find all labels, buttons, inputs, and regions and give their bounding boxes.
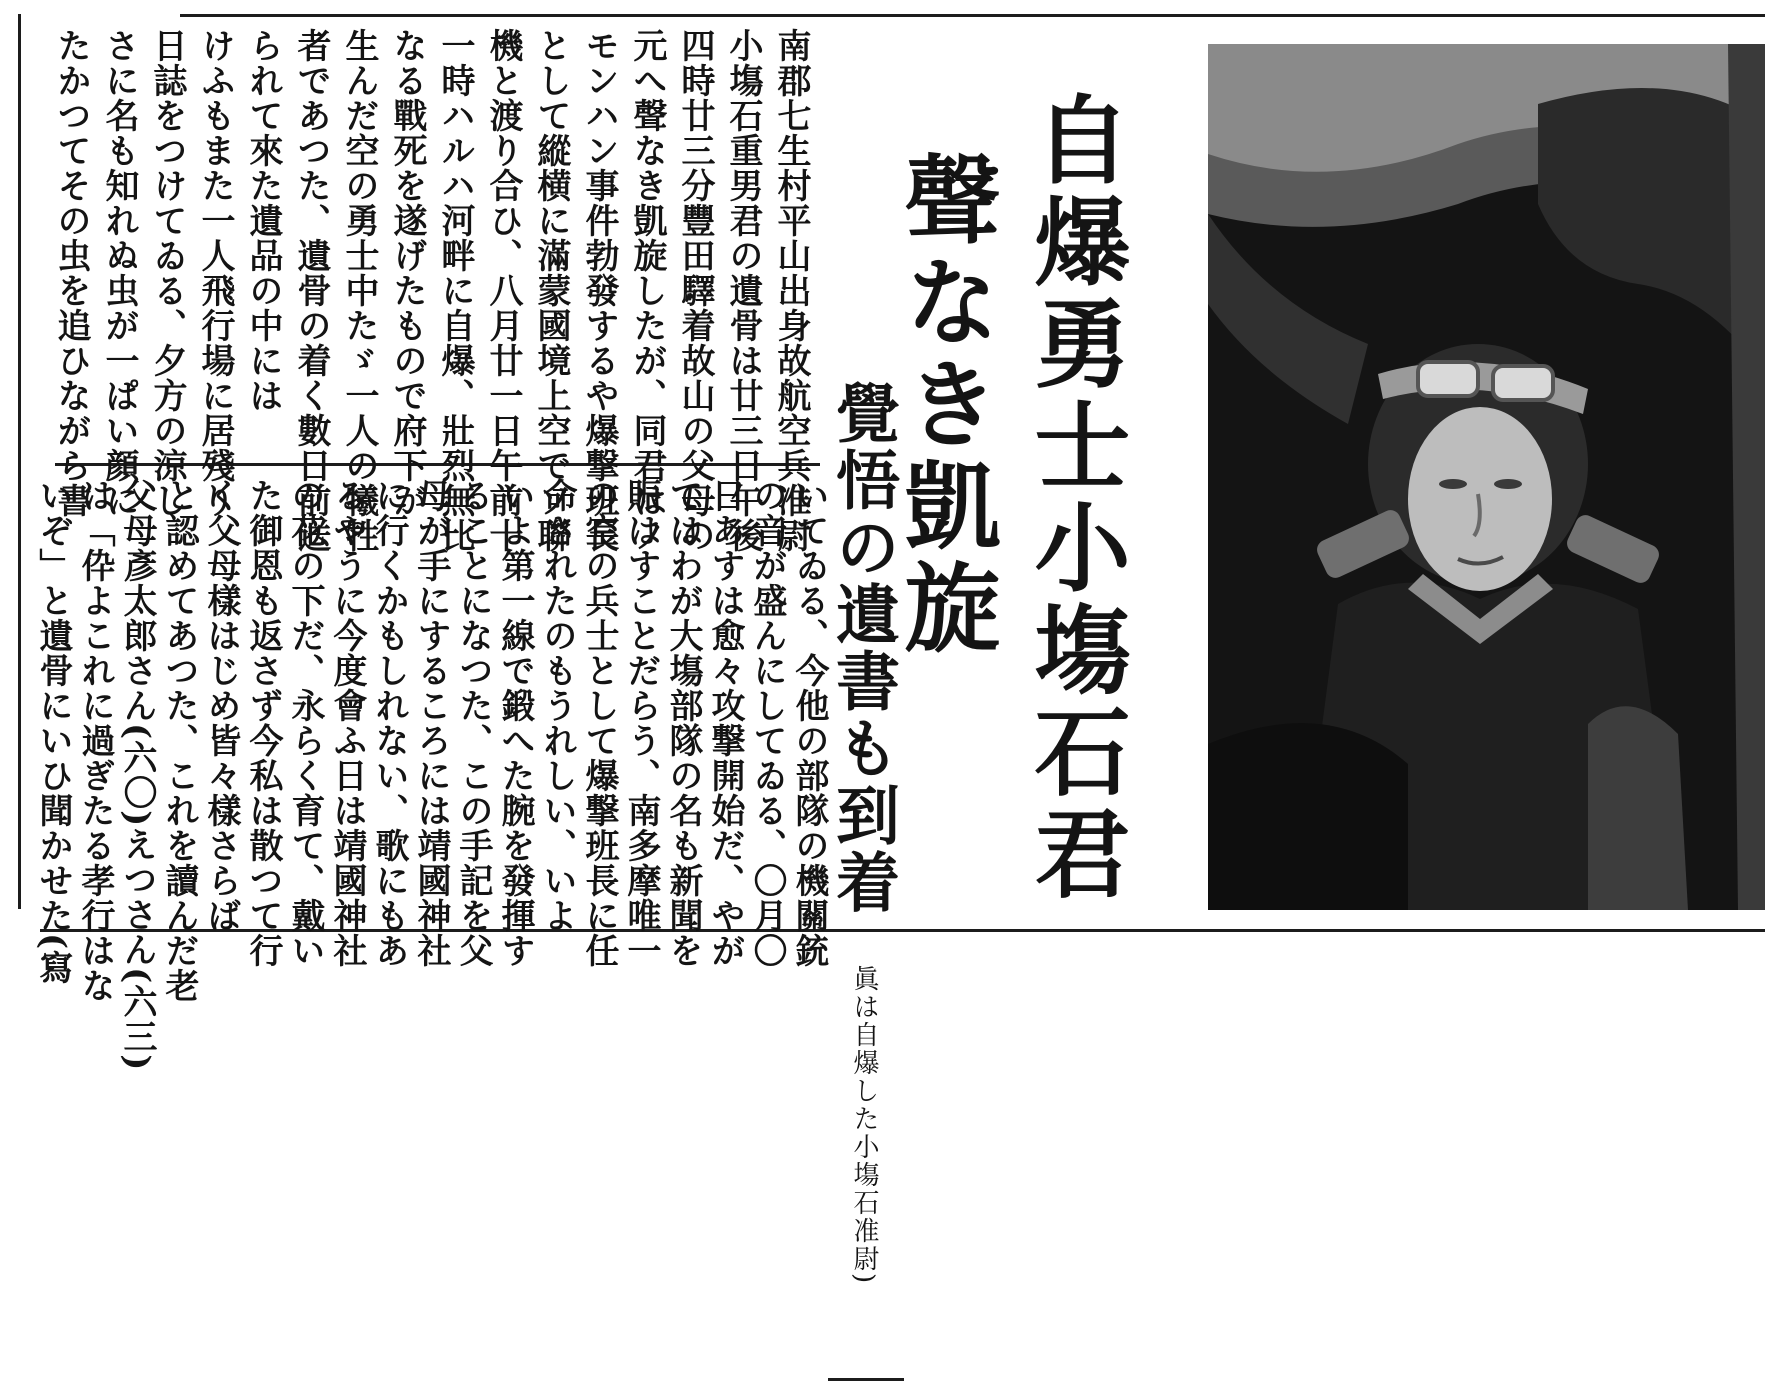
upper-body-column: けふもまた一人飛行場に居殘り xyxy=(195,28,235,518)
upper-body-column: たかつてその虫を追ひながら書 xyxy=(51,28,91,518)
upper-body-column: 日誌をつけてゐる、夕方の涼し xyxy=(147,28,187,518)
lower-body-column: いぞ」と遺骨にいひ聞かせた(寫 xyxy=(33,478,73,986)
lower-body-column: てはわが大塲部隊の名も新聞を xyxy=(663,478,703,968)
lower-body-column: の音が盛んにしてゐる、〇月〇 xyxy=(747,478,787,968)
lower-body-column: 命されたのもうれしい、いよ xyxy=(537,478,577,933)
lower-body-column: 日あすは愈々攻撃開始だ、やが xyxy=(705,478,745,968)
upper-body-column: モンハン事件勃發するや爆撃班長 xyxy=(579,28,619,553)
lower-body-column: 賑はすことだらう、南多摩唯一 xyxy=(621,478,661,968)
upper-body-column: 者であつた、遺骨の着く數日前送 xyxy=(291,28,331,553)
upper-body-column: られて來た遺品の中には xyxy=(243,28,283,413)
upper-body-column: 南郡七生村平山出身故航空兵准尉 xyxy=(771,28,811,553)
lower-body-column: の花の下だ、永らく育て、戴い xyxy=(285,478,325,968)
lower-body-column: いてゐる、今他の部隊の機關銃 xyxy=(789,478,829,968)
lower-body-column: ることになつた、この手記を父 xyxy=(453,478,493,968)
caption-end-rule xyxy=(828,1378,904,1381)
headline-line-1: 自爆勇士小塲石君 xyxy=(1019,90,1132,906)
upper-body-column: 機と渡り合ひ、八月廿一日午前十 xyxy=(483,28,523,553)
lower-body-column: は「伜よこれに過ぎたる孝行はな xyxy=(75,478,115,1003)
lower-body-column: と認めてあつた、これを讀んだ老 xyxy=(159,478,199,1003)
upper-body-column: 一時ハルハ河畔に自爆、壯烈無比 xyxy=(435,28,475,553)
subheadline: 覺悟の遺書も到着 xyxy=(825,380,900,916)
lower-body-column: に行くかもしれない、歌にもあ xyxy=(369,478,409,968)
lower-body-column: るやうに今度會ふ日は靖國神社 xyxy=(327,478,367,968)
pilot-portrait-photo xyxy=(1208,44,1765,910)
upper-body-column: として縱横に滿蒙國境上空でソ聯 xyxy=(531,28,571,553)
upper-body-column: さに名も知れぬ虫が一ぱい顔に xyxy=(99,28,139,518)
upper-body-column: 四時廿三分豐田驛着故山の父母の xyxy=(675,28,715,553)
lower-body-column: 父母彥太郎さん(六〇)えつさん(六三) xyxy=(117,478,157,1072)
upper-body-column: なる戰死を遂げたもので府下が xyxy=(387,28,427,518)
left-border-rule xyxy=(18,14,21,909)
upper-body-column: 元へ聲なき凱旋したが、同君はノ xyxy=(627,28,667,553)
lower-body-column: の空の兵士として爆撃班長に任 xyxy=(579,478,619,968)
lower-body-column: 母が手にするころには靖國神社 xyxy=(411,478,451,968)
lower-body-column: く父母樣はじめ皆々樣さらば xyxy=(201,478,241,933)
upper-body-column: 生んだ空の勇士中たゞ一人の犧牲 xyxy=(339,28,379,553)
top-rule xyxy=(180,14,1765,17)
headline-line-2: 聲なき凱旋 xyxy=(889,150,1002,660)
photo-caption: 眞は自爆した小塲石准尉) xyxy=(849,965,879,1286)
lower-body-column: た御恩も返さず今私は散つて行 xyxy=(243,478,283,968)
upper-body-column: 小塲石重男君の遺骨は廿三日午後 xyxy=(723,28,763,553)
lower-body-column: いよ第一線で鍛へた腕を發揮す xyxy=(495,478,535,968)
